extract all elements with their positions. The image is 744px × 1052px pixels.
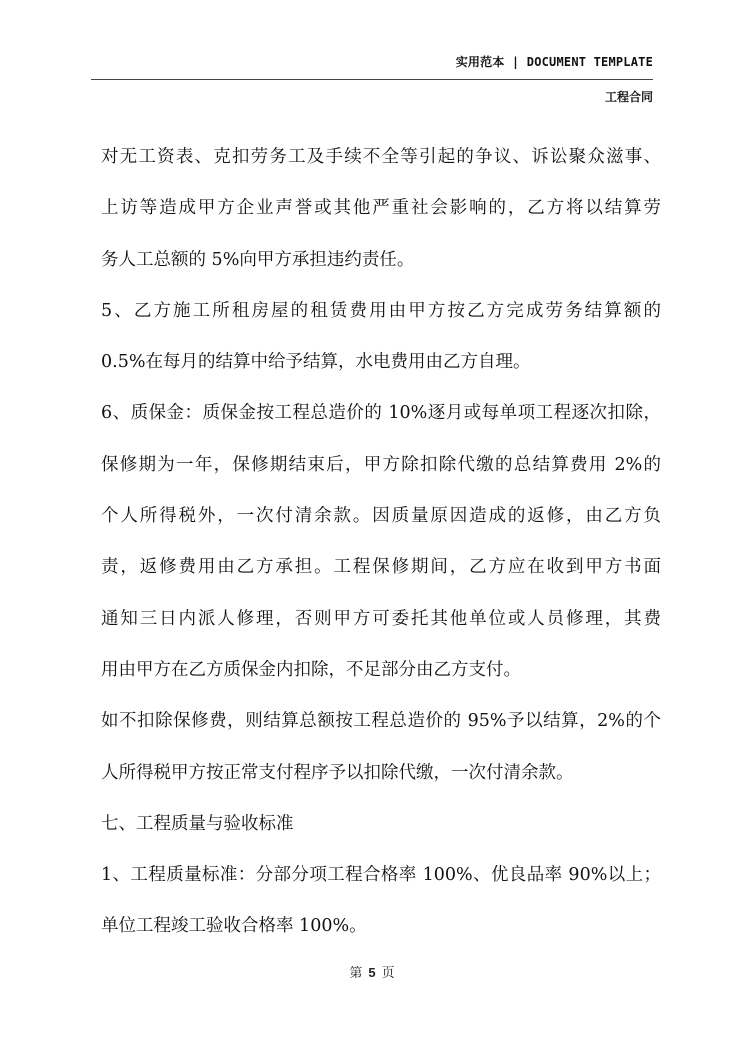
document-body <box>101 132 661 953</box>
body-line: 保修期为一年，保修期结束后，甲方除扣除代缴的总结算费用 2%的 <box>101 454 661 475</box>
body-line: 个人所得税外，一次付清余款。因质量原因造成的返修，由乙方负 <box>101 506 661 527</box>
document-header-subtitle: 工程合同 <box>604 90 653 104</box>
body-line: 责，返修费用由乙方承担。工程保修期间，乙方应在收到甲方书面 <box>101 557 661 578</box>
body-line: 上访等造成甲方企业声誉或其他严重社会影响的，乙方将以结算劳 <box>101 198 661 219</box>
body-line: 人所得税甲方按正常支付程序予以扣除代缴，一次付清余款。 <box>101 762 574 783</box>
body-line: 对无工资表、克扣劳务工及手续不全等引起的争议、诉讼聚众滋事、 <box>101 147 661 167</box>
header-divider <box>91 79 653 80</box>
document-header-title: 实用范本 | DOCUMENT TEMPLATE <box>455 55 653 69</box>
body-line: 务人工总额的 5%向甲方承担违约责任。 <box>101 249 415 270</box>
body-line: 用由甲方在乙方质保金内扣除，不足部分由乙方支付。 <box>101 659 521 680</box>
section-heading: 七、工程质量与验收标准 <box>101 813 294 834</box>
body-line: 1、工程质量标准：分部分项工程合格率 100%、优良品率 90%以上； <box>101 865 661 886</box>
page-footer <box>0 962 744 981</box>
body-line: 5、乙方施工所租房屋的租赁费用由甲方按乙方完成劳务结算额的 <box>101 300 661 321</box>
body-line: 6、质保金：质保金按工程总造价的 10%逐月或每单项工程逐次扣除， <box>101 403 661 424</box>
page-number: 5 <box>368 965 376 980</box>
body-line: 如不扣除保修费，则结算总额按工程总造价的 95%予以结算，2%的个 <box>101 711 661 732</box>
page-suffix: 页 <box>381 966 395 981</box>
body-line: 单位工程竣工验收合格率 100%。 <box>101 916 367 937</box>
body-line: 0.5%在每月的结算中给予结算，水电费用由乙方自理。 <box>101 352 531 373</box>
page-prefix: 第 <box>349 966 363 981</box>
body-line: 通知三日内派人修理，否则甲方可委托其他单位或人员修理，其费 <box>101 608 661 629</box>
